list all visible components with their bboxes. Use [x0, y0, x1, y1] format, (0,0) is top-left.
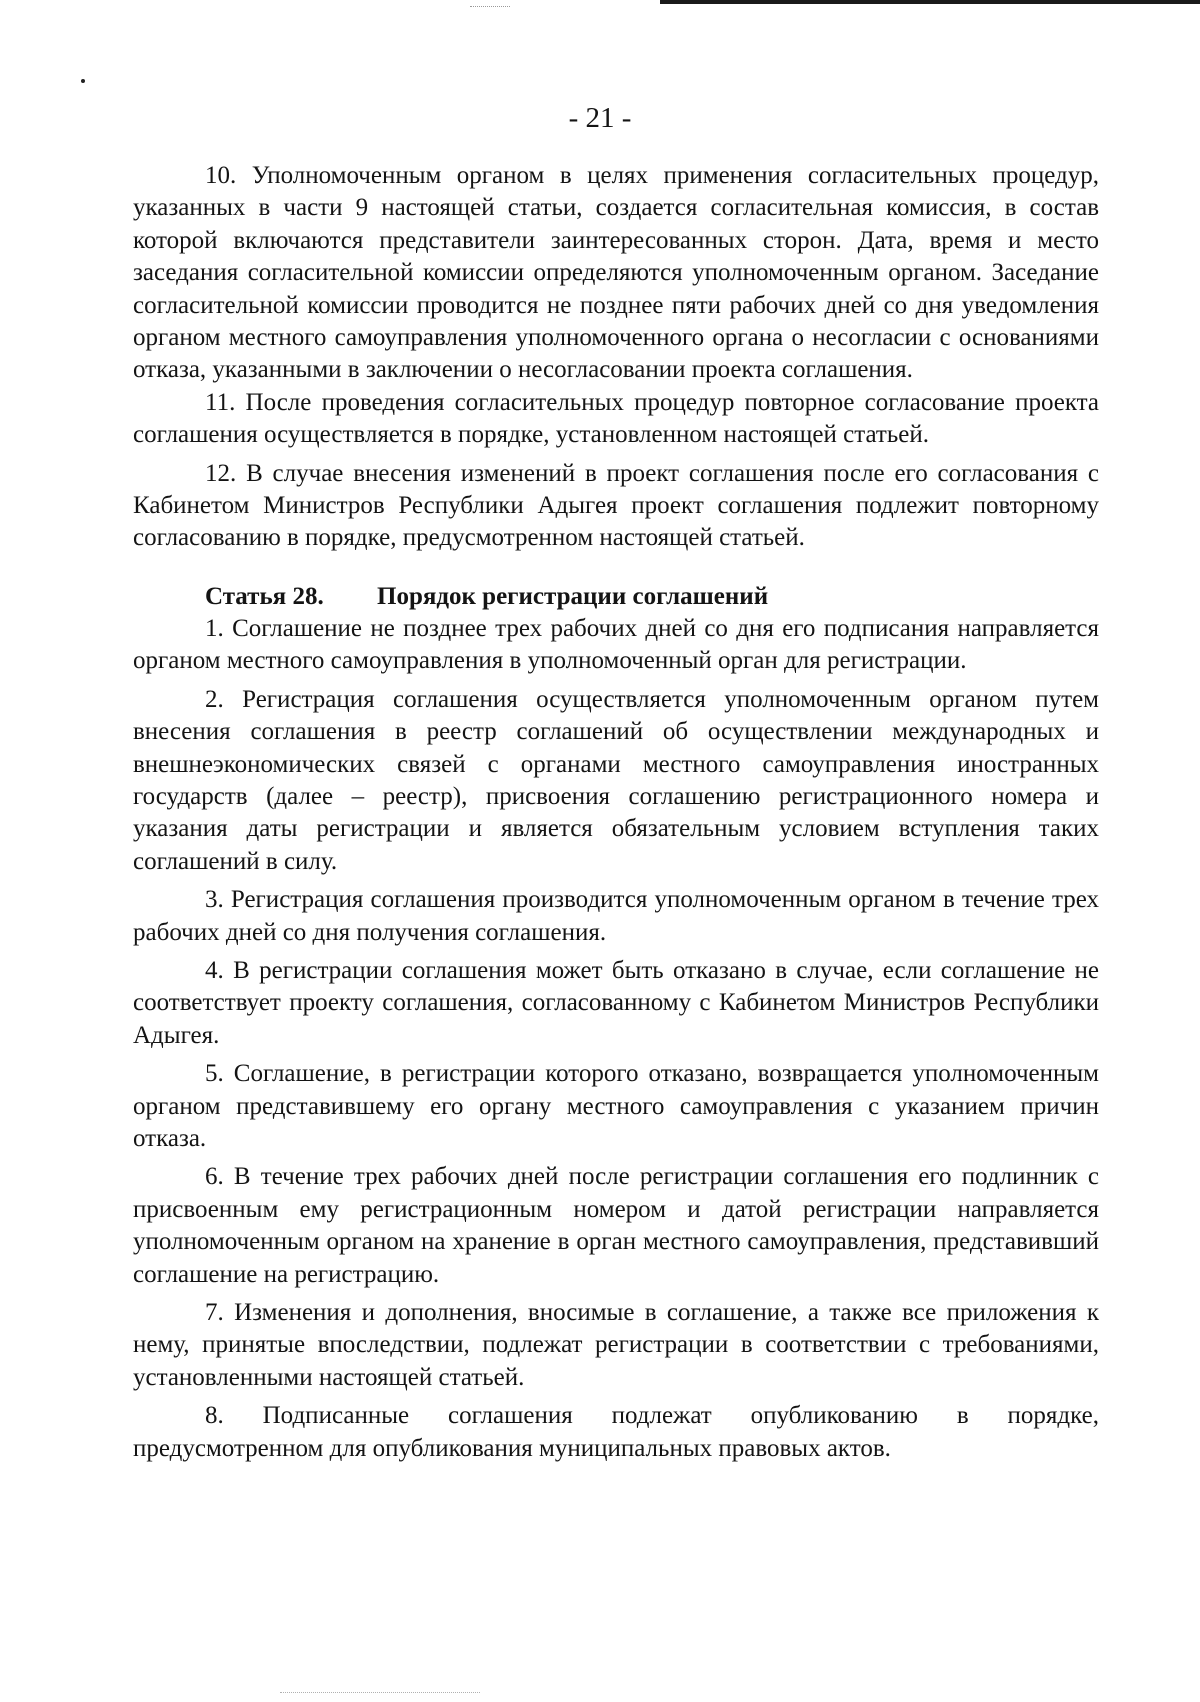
article-paragraph-7: 7. Изменения и дополнения, вносимые в соглашение, а также все приложения к нему, принятые впоследствии, подлежат регистрации в соответствии с требованиями, установленными настоящей статьей.: [133, 1299, 1099, 1391]
article-number: Статья 28.: [205, 582, 324, 610]
article-title: Порядок регистрации соглашений: [377, 582, 769, 610]
article-paragraph-5: 5. Соглашение, в регистрации которого отказано, возвращается уполномоченным органом представившему его органу местного самоуправления с указанием причин отказа.: [133, 1060, 1099, 1152]
scan-noise-bottom: [280, 1692, 480, 1695]
article-paragraph-8: 8. Подписанные соглашения подлежат опубликованию в порядке, предусмотренном для опубликования муниципальных правовых актов.: [133, 1402, 1099, 1462]
paragraph-10: 10. Уполномоченным органом в целях применения согласительных процедур, указанных в части 9 настоящей статьи, создается согласительная комиссия, в состав которой включаются представители заинтересованных сторон. Дата, время и место заседания согласительной комиссии определяются уполномоченным органом. Заседание согласительной комиссии проводится не позднее пяти рабочих дней со дня уведомления органом местного самоуправления уполномоченного органа о несогласии с основаниями отказа, указанными в заключении о несогласовании проекта соглашения.: [133, 162, 1099, 384]
scan-dot-mark: [81, 79, 85, 83]
article-paragraph-1: 1. Соглашение не позднее трех рабочих дней со дня его подписания направляется органом местного самоуправления в уполномоченный орган для регистрации.: [133, 614, 1099, 675]
paragraph-11: 11. После проведения согласительных процедур повторное согласование проекта соглашения осуществляется в порядке, установленном настоящей статьей.: [133, 388, 1099, 449]
article-heading: [205, 581, 1099, 613]
article-paragraph-3: 3. Регистрация соглашения производится уполномоченным органом в течение трех рабочих дней со дня получения соглашения.: [133, 886, 1099, 946]
scan-edge-mark: [660, 0, 1200, 4]
paragraph-12: 12. В случае внесения изменений в проект соглашения после его согласования с Кабинетом Министров Республики Адыгея проект соглашения подлежит повторному согласованию в порядке, предусмотренном настоящей статьей.: [133, 459, 1099, 552]
article-paragraph-6: 6. В течение трех рабочих дней после регистрации соглашения его подлинник с присвоенным ему регистрационным номером и датой регистрации направляется уполномоченным органом на хранение в орган местного самоуправления, представивший соглашение на регистрацию.: [133, 1163, 1099, 1288]
document-body: [133, 160, 1099, 1465]
article-paragraph-4: 4. В регистрации соглашения может быть отказано в случае, если соглашение не соответствует проекту соглашения, согласованному с Кабинетом Министров Республики Адыгея.: [133, 956, 1099, 1049]
page-number: - 21 -: [568, 102, 632, 134]
article-paragraph-2: 2. Регистрация соглашения осуществляется уполномоченным органом путем внесения соглашения в реестр соглашений об осуществлении международных и внешнеэкономических связей с органами местного самоуправления иностранных государств (далее – реестр), присвоения соглашению регистрационного номера и указания даты регистрации и является обязательным условием вступления таких соглашений в силу.: [133, 685, 1099, 875]
scan-noise-top: [470, 6, 510, 9]
